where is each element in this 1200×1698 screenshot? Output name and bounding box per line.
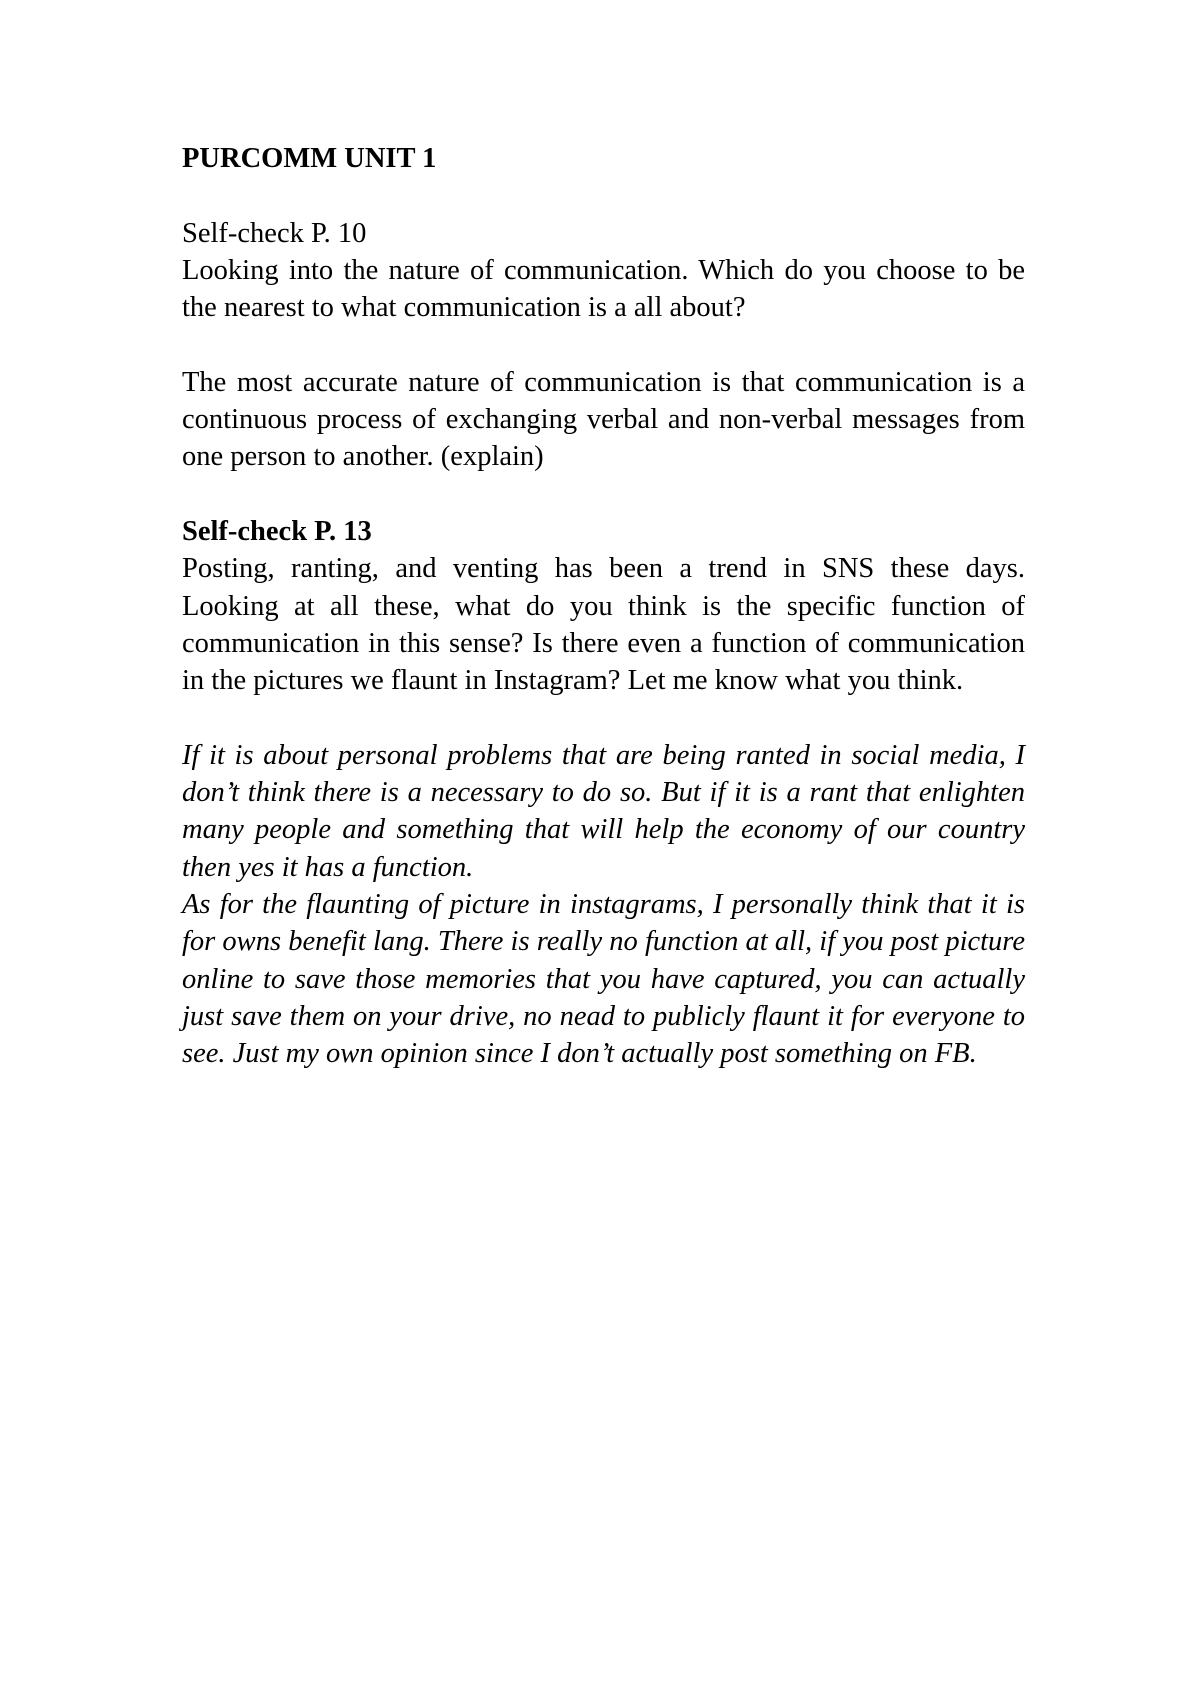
section1-answer: The most accurate nature of communication is that communication is a continuous process of exchanging verbal and non-verbal messages from one person to another. (explain) — [182, 366, 1025, 473]
document-title: PURCOMM UNIT 1 — [182, 143, 437, 174]
section2-question: Posting, ranting, and venting has been a trend in SNS these days. Looking at all these, what do you think is the specific function of communication in this sense? Is there even a function of communication in the pictures we flaunt in Instagram? Let me know what you think. — [182, 553, 1025, 697]
spacer — [182, 699, 1025, 736]
section2-answer-paragraph-1: If it is about personal problems that are being ranted in social media, I don’t think there is a necessary to do so. But if it is a rant that enlighten many people and something that will help the economy of our country then yes it has a function. — [182, 739, 1025, 883]
section2-answer-paragraph-2: As for the flaunting of picture in instagrams, I personally think that it is for owns benefit lang. There is really no function at all, if you post picture online to save those memories that you have captured, you can actually just save them on your drive, no nead to publicly flaunt it for everyone to see. Just my own opinion since I don’t actually post something on FB. — [182, 888, 1025, 1070]
section1-heading: Self-check P. 10 — [182, 217, 367, 249]
document-page — [182, 140, 1025, 1072]
spacer — [182, 476, 1025, 513]
spacer — [182, 326, 1025, 363]
spacer — [182, 177, 1025, 214]
section2-heading: Self-check P. 13 — [182, 515, 372, 547]
section1-question: Looking into the nature of communication. Which do you choose to be the nearest to what communication is a all about? — [182, 254, 1025, 324]
